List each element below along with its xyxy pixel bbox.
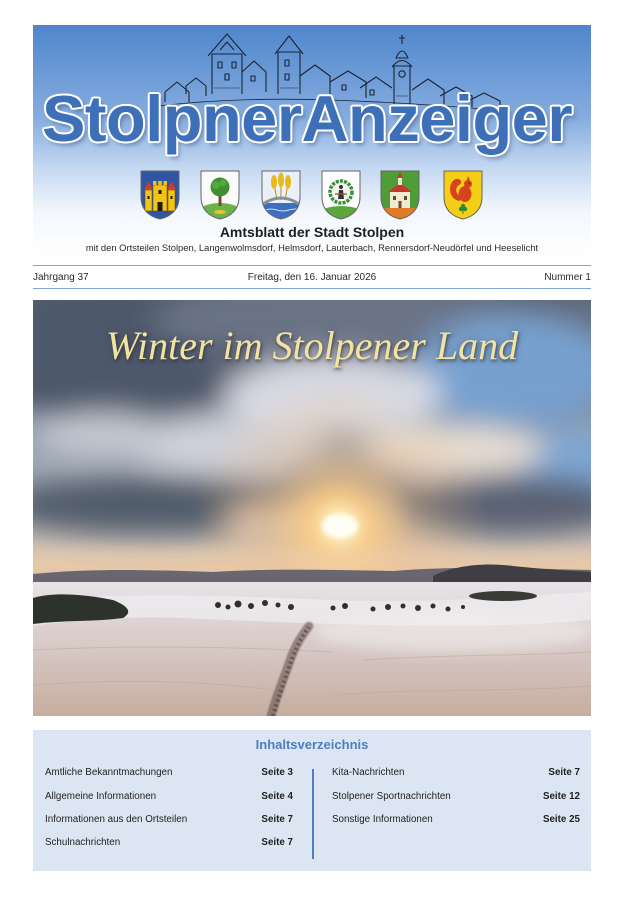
toc-entry [332,814,580,826]
toc-entry [332,767,580,779]
masthead-subtitle: Amtsblatt der Stadt Stolpen [219,224,405,240]
toc-entry-label: Informationen aus den Ortsteilen [45,814,188,825]
toc-entry-label: Stolpener Sportnachrichten [332,791,451,802]
toc-entry-label: Amtliche Bekanntmachungen [45,767,173,778]
toc-entry [45,767,293,779]
toc-entry-page: Seite 7 [548,767,580,778]
issue-volume: Jahrgang 37 [33,272,89,283]
masthead-districts: mit den Ortsteilen Stolpen, Langenwolmsdorf, Helmsdorf, Lauterbach, Rennersdorf-Neudörfel und Heeselicht [85,242,539,253]
newspaper-title: StolpnerAnzeiger [42,82,573,155]
issue-date: Freitag, den 16. Januar 2026 [247,272,377,283]
toc-entry-page: Seite 12 [542,791,580,802]
toc-entry-page: Seite 3 [261,767,293,778]
toc-column-divider [312,769,314,859]
divider-bottom [33,288,591,289]
coat-of-arms-tower-icon [140,170,180,220]
toc-entry-label: Schulnachrichten [45,837,121,848]
toc-entry-page: Seite 4 [261,791,293,802]
toc-entry-label: Allgemeine Informationen [45,791,157,802]
coat-of-arms-wheat-bridge-icon [261,170,301,220]
issue-number: Nummer 1 [544,272,591,283]
toc-heading: Inhaltsverzeichnis [255,737,369,752]
winter-landscape-sunset-photo [33,300,591,716]
toc-entry [45,814,293,826]
coat-of-arms-squirrel-icon [443,170,483,220]
table-of-contents [33,730,591,871]
cover-headline: Winter im Stolpener Land [105,323,519,368]
coat-of-arms-tree-icon [200,170,240,220]
toc-entry [45,791,293,803]
toc-entry-page: Seite 7 [261,837,293,848]
coat-of-arms-castle-icon [380,170,420,220]
toc-entry-page: Seite 25 [542,814,580,825]
toc-entry-label: Kita-Nachrichten [332,767,405,778]
toc-entry [45,837,293,849]
divider-top [33,265,591,266]
toc-entry-label: Sonstige Informationen [332,814,433,825]
toc-entry-page: Seite 7 [261,814,293,825]
coat-of-arms-wreath-icon [321,170,361,220]
toc-entry [332,791,580,803]
